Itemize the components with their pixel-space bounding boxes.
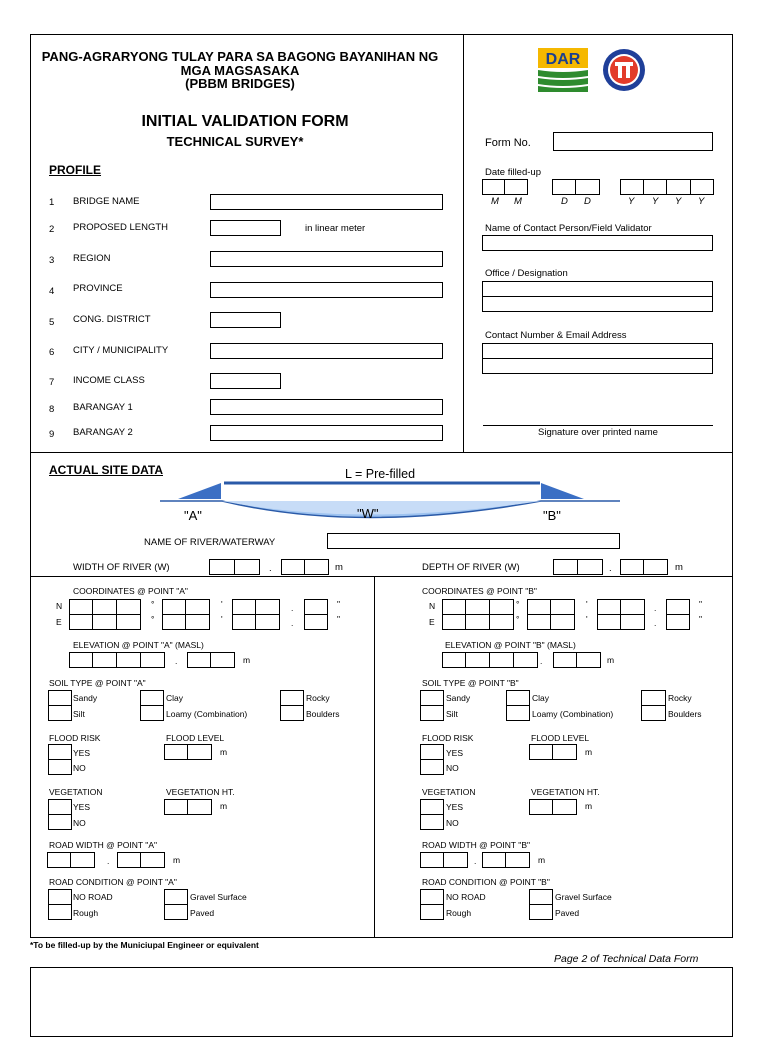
coords-b-n-degrees[interactable] — [442, 599, 514, 615]
depth-unit: m — [675, 562, 683, 573]
decimal-dot: . — [654, 603, 657, 613]
decimal-dot: . — [107, 856, 110, 866]
degree-symbol: ° — [151, 614, 155, 624]
road-condition-a-label: ROAD CONDITION @ POINT "A" — [49, 877, 177, 887]
paved-label: Paved — [190, 908, 215, 918]
date-letter: Y — [628, 196, 635, 207]
vegetation-ht-unit: m — [585, 801, 593, 811]
checkbox-no-road[interactable] — [48, 889, 72, 905]
sandy-label: Sandy — [73, 693, 98, 703]
form-title: INITIAL VALIDATION FORM — [141, 113, 349, 130]
flood-risk-label: FLOOD RISK — [422, 733, 474, 743]
flood-level-a-cells[interactable] — [164, 744, 212, 760]
profile-label: CITY / MUNICIPALITY — [73, 345, 169, 356]
elevation-unit: m — [607, 655, 615, 665]
flood-level-label: FLOOD LEVEL — [531, 733, 590, 743]
checkbox-silt[interactable] — [420, 705, 444, 721]
checkbox-rocky[interactable] — [280, 690, 304, 706]
checkbox-no-road[interactable] — [420, 889, 444, 905]
no-label: NO — [446, 763, 459, 773]
profile-heading: PROFILE — [49, 163, 102, 177]
soil-b-label: SOIL TYPE @ POINT "B" — [422, 678, 519, 688]
paved-label: Paved — [555, 908, 580, 918]
date-day-cells[interactable] — [552, 179, 600, 195]
east-label: E — [56, 617, 62, 627]
coords-b-e-minutes[interactable] — [527, 614, 575, 630]
profile-num: 2 — [49, 224, 55, 235]
coords-a-e-seconds[interactable] — [232, 614, 280, 630]
barangay-1-field[interactable] — [210, 399, 443, 415]
road-width-b-whole[interactable] — [420, 852, 468, 868]
form-no-label: Form No. — [485, 137, 531, 149]
coords-b-e-decimal[interactable] — [666, 614, 690, 630]
svg-text:DAR: DAR — [545, 51, 581, 68]
checkbox-veg-yes[interactable] — [420, 799, 444, 815]
contact-number-field-1[interactable] — [482, 343, 713, 359]
site-heading: ACTUAL SITE DATA — [49, 463, 163, 477]
silt-label: Silt — [73, 709, 85, 719]
office-field-1[interactable] — [482, 281, 713, 297]
soil-a-label: SOIL TYPE @ POINT "A" — [49, 678, 146, 688]
no-road-label: NO ROAD — [446, 892, 486, 902]
depth-decimal-cells[interactable] — [620, 559, 668, 575]
checkbox-boulders[interactable] — [641, 705, 666, 721]
checkbox-sandy[interactable] — [48, 690, 72, 706]
province-field[interactable] — [210, 282, 443, 298]
form-no-field[interactable] — [553, 132, 713, 151]
point-w-label: "W" — [357, 506, 379, 521]
coords-b-n-decimal[interactable] — [666, 599, 690, 615]
contact-person-field[interactable] — [482, 235, 713, 251]
checkbox-gravel[interactable] — [164, 889, 188, 905]
checkbox-flood-yes[interactable] — [48, 744, 72, 760]
no-label: NO — [73, 763, 86, 773]
vegetation-ht-unit: m — [220, 801, 228, 811]
flood-risk-label: FLOOD RISK — [49, 733, 101, 743]
second-symbol: " — [337, 614, 341, 624]
no-label: NO — [73, 818, 86, 828]
vegetation-label: VEGETATION — [422, 787, 476, 797]
date-letter: D — [561, 196, 568, 207]
no-label: NO — [446, 818, 459, 828]
rocky-label: Rocky — [306, 693, 330, 703]
vegetation-ht-label: VEGETATION HT. — [166, 787, 235, 797]
date-month-cells[interactable] — [482, 179, 528, 195]
coords-b-e-degrees[interactable] — [442, 614, 514, 630]
coords-a-n-minutes[interactable] — [162, 599, 210, 615]
clay-label: Clay — [532, 693, 550, 703]
road-width-a-decimal[interactable] — [117, 852, 165, 868]
coords-a-n-decimal[interactable] — [304, 599, 328, 615]
checkbox-silt[interactable] — [48, 705, 72, 721]
flood-level-unit: m — [585, 747, 593, 757]
road-width-a-label: ROAD WIDTH @ POINT "A" — [49, 840, 158, 850]
vegetation-ht-label: VEGETATION HT. — [531, 787, 600, 797]
second-symbol: " — [337, 599, 341, 609]
road-width-b-decimal[interactable] — [482, 852, 530, 868]
loamy-label: Loamy (Combination) — [532, 709, 614, 719]
checkbox-flood-no[interactable] — [420, 759, 444, 775]
coords-b-n-minutes[interactable] — [527, 599, 575, 615]
yes-label: YES — [73, 748, 91, 758]
width-whole-cells[interactable] — [209, 559, 260, 575]
signature-label: Signature over printed name — [538, 427, 658, 438]
checkbox-veg-no[interactable] — [420, 814, 444, 830]
profile-num: 4 — [49, 286, 55, 297]
date-letter: D — [584, 196, 591, 207]
region-field[interactable] — [210, 251, 443, 267]
coords-b-e-seconds[interactable] — [597, 614, 645, 630]
sandy-label: Sandy — [446, 693, 471, 703]
profile-num: 9 — [49, 429, 55, 440]
decimal-dot: . — [269, 563, 272, 574]
length-unit: in linear meter — [305, 223, 366, 234]
income-class-field[interactable] — [210, 373, 281, 389]
profile-label: REGION — [73, 253, 111, 264]
coords-a-n-seconds[interactable] — [232, 599, 280, 615]
checkbox-boulders[interactable] — [280, 705, 304, 721]
vegetation-label: VEGETATION — [49, 787, 103, 797]
profile-label: PROPOSED LENGTH — [73, 222, 169, 233]
header-divider — [463, 34, 464, 453]
form-subtitle: TECHNICAL SURVEY* — [166, 134, 304, 149]
cong-district-field[interactable] — [210, 312, 281, 328]
profile-num: 3 — [49, 255, 55, 266]
point-a-label: "A" — [184, 508, 202, 523]
profile-num: 6 — [49, 347, 55, 358]
date-letter: M — [514, 196, 522, 207]
checkbox-clay[interactable] — [140, 690, 164, 706]
decimal-dot: . — [474, 856, 477, 866]
decimal-dot: . — [609, 563, 612, 574]
title-line-2: MGA MAGSASAKA — [180, 63, 300, 78]
coords-b-n-seconds[interactable] — [597, 599, 645, 615]
length-label: L = Pre-filled — [345, 467, 416, 481]
checkbox-paved[interactable] — [529, 904, 553, 920]
checkbox-loamy[interactable] — [506, 705, 530, 721]
minute-symbol: ' — [586, 614, 588, 624]
depth-label: DEPTH OF RIVER (W) — [422, 562, 520, 573]
depth-whole-cells[interactable] — [553, 559, 603, 575]
footer-note: *To be filled-up by the Municiupal Engineer or equivalent — [30, 940, 259, 950]
elevation-a-decimal[interactable] — [187, 652, 235, 668]
contact-number-label: Contact Number & Email Address — [485, 330, 627, 341]
yes-label: YES — [446, 802, 464, 812]
road-condition-b-label: ROAD CONDITION @ POINT "B" — [422, 877, 550, 887]
contact-number-field-2[interactable] — [482, 358, 713, 374]
checkbox-flood-yes[interactable] — [420, 744, 444, 760]
profile-num: 1 — [49, 197, 55, 208]
coords-a-label: COORDINATES @ POINT "A" — [73, 586, 188, 596]
point-b-label: "B" — [543, 508, 561, 523]
date-filled-label: Date filled-up — [485, 167, 541, 178]
second-symbol: " — [699, 614, 703, 624]
profile-label: INCOME CLASS — [73, 375, 145, 386]
proposed-length-field[interactable] — [210, 220, 281, 236]
profile-num: 8 — [49, 404, 55, 415]
date-year-cells[interactable] — [620, 179, 714, 195]
clay-label: Clay — [166, 693, 184, 703]
flood-level-label: FLOOD LEVEL — [166, 733, 225, 743]
north-label: N — [56, 601, 63, 611]
checkbox-gravel[interactable] — [529, 889, 553, 905]
decimal-dot: . — [654, 618, 657, 628]
vegetation-ht-a-cells[interactable] — [164, 799, 212, 815]
date-letter: Y — [675, 196, 682, 207]
profile-num: 7 — [49, 377, 55, 388]
checkbox-veg-no[interactable] — [48, 814, 72, 830]
site-divider — [30, 576, 733, 577]
checkbox-paved[interactable] — [164, 904, 188, 920]
flood-level-unit: m — [220, 747, 228, 757]
elevation-b-whole[interactable] — [442, 652, 538, 668]
points-divider — [374, 576, 375, 938]
next-section-frame — [30, 967, 733, 1037]
road-width-b-label: ROAD WIDTH @ POINT "B" — [422, 840, 531, 850]
city-municipality-field[interactable] — [210, 343, 443, 359]
degree-symbol: ° — [516, 599, 520, 609]
decimal-dot: . — [291, 618, 294, 628]
checkbox-flood-no[interactable] — [48, 759, 72, 775]
date-letter: Y — [698, 196, 705, 207]
profile-label: BARANGAY 1 — [73, 402, 133, 413]
boulders-label: Boulders — [668, 709, 702, 719]
dar-logo — [538, 48, 588, 92]
road-width-unit: m — [538, 855, 546, 865]
profile-label: CONG. DISTRICT — [73, 314, 151, 325]
degree-symbol: ° — [516, 614, 520, 624]
page-indicator: Page 2 of Technical Data Form — [554, 953, 699, 965]
rough-label: Rough — [73, 908, 99, 918]
checkbox-sandy[interactable] — [420, 690, 444, 706]
coords-a-e-minutes[interactable] — [162, 614, 210, 630]
yes-label: YES — [73, 802, 91, 812]
minute-symbol: ' — [586, 599, 588, 609]
checkbox-loamy[interactable] — [140, 705, 164, 721]
date-letter: M — [491, 196, 499, 207]
bridge-name-field[interactable] — [210, 194, 443, 210]
title-line-1: PANG-AGRARYONG TULAY PARA SA BAGONG BAYANIHAN NG — [41, 49, 439, 64]
width-label: WIDTH OF RIVER (W) — [73, 562, 170, 573]
degree-symbol: ° — [151, 599, 155, 609]
date-letter: Y — [652, 196, 659, 207]
office-field-2[interactable] — [482, 296, 713, 312]
office-label: Office / Designation — [485, 268, 568, 279]
width-unit: m — [335, 562, 343, 573]
width-decimal-cells[interactable] — [281, 559, 329, 575]
checkbox-rough[interactable] — [48, 904, 72, 920]
profile-label: PROVINCE — [73, 283, 123, 294]
second-symbol: " — [699, 599, 703, 609]
decimal-dot: . — [540, 656, 543, 666]
river-name-field[interactable] — [327, 533, 620, 549]
gravel-label: Gravel Surface — [190, 892, 247, 902]
elevation-unit: m — [243, 655, 251, 665]
coords-b-label: COORDINATES @ POINT "B" — [422, 586, 537, 596]
checkbox-veg-yes[interactable] — [48, 799, 72, 815]
checkbox-clay[interactable] — [506, 690, 530, 706]
flood-level-b-cells[interactable] — [529, 744, 577, 760]
barangay-2-field[interactable] — [210, 425, 443, 441]
elevation-a-label: ELEVATION @ POINT "A" (MASL) — [73, 640, 204, 650]
dpwh-seal-icon — [602, 48, 646, 92]
minute-symbol: ' — [221, 599, 223, 609]
minute-symbol: ' — [221, 614, 223, 624]
vegetation-ht-b-cells[interactable] — [529, 799, 577, 815]
profile-num: 5 — [49, 317, 55, 328]
east-label: E — [429, 617, 435, 627]
profile-label: BARANGAY 2 — [73, 427, 133, 438]
road-width-a-whole[interactable] — [47, 852, 95, 868]
north-label: N — [429, 601, 436, 611]
coords-a-e-decimal[interactable] — [304, 614, 328, 630]
loamy-label: Loamy (Combination) — [166, 709, 248, 719]
profile-label: BRIDGE NAME — [73, 196, 140, 207]
elevation-a-whole[interactable] — [69, 652, 165, 668]
elevation-b-decimal[interactable] — [553, 652, 601, 668]
coords-a-e-degrees[interactable] — [69, 614, 141, 630]
decimal-dot: . — [291, 603, 294, 613]
checkbox-rocky[interactable] — [641, 690, 666, 706]
boulders-label: Boulders — [306, 709, 340, 719]
decimal-dot: . — [175, 656, 178, 666]
yes-label: YES — [446, 748, 464, 758]
rocky-label: Rocky — [668, 693, 692, 703]
no-road-label: NO ROAD — [73, 892, 113, 902]
coords-a-n-degrees[interactable] — [69, 599, 141, 615]
gravel-label: Gravel Surface — [555, 892, 612, 902]
river-name-label: NAME OF RIVER/WATERWAY — [144, 537, 276, 548]
checkbox-rough[interactable] — [420, 904, 444, 920]
rough-label: Rough — [446, 908, 472, 918]
contact-person-label: Name of Contact Person/Field Validator — [485, 223, 652, 234]
elevation-b-label: ELEVATION @ POINT "B" (MASL) — [445, 640, 576, 650]
title-line-3: (PBBM BRIDGES) — [185, 76, 295, 91]
road-width-unit: m — [173, 855, 181, 865]
signature-line — [483, 425, 713, 426]
silt-label: Silt — [446, 709, 458, 719]
